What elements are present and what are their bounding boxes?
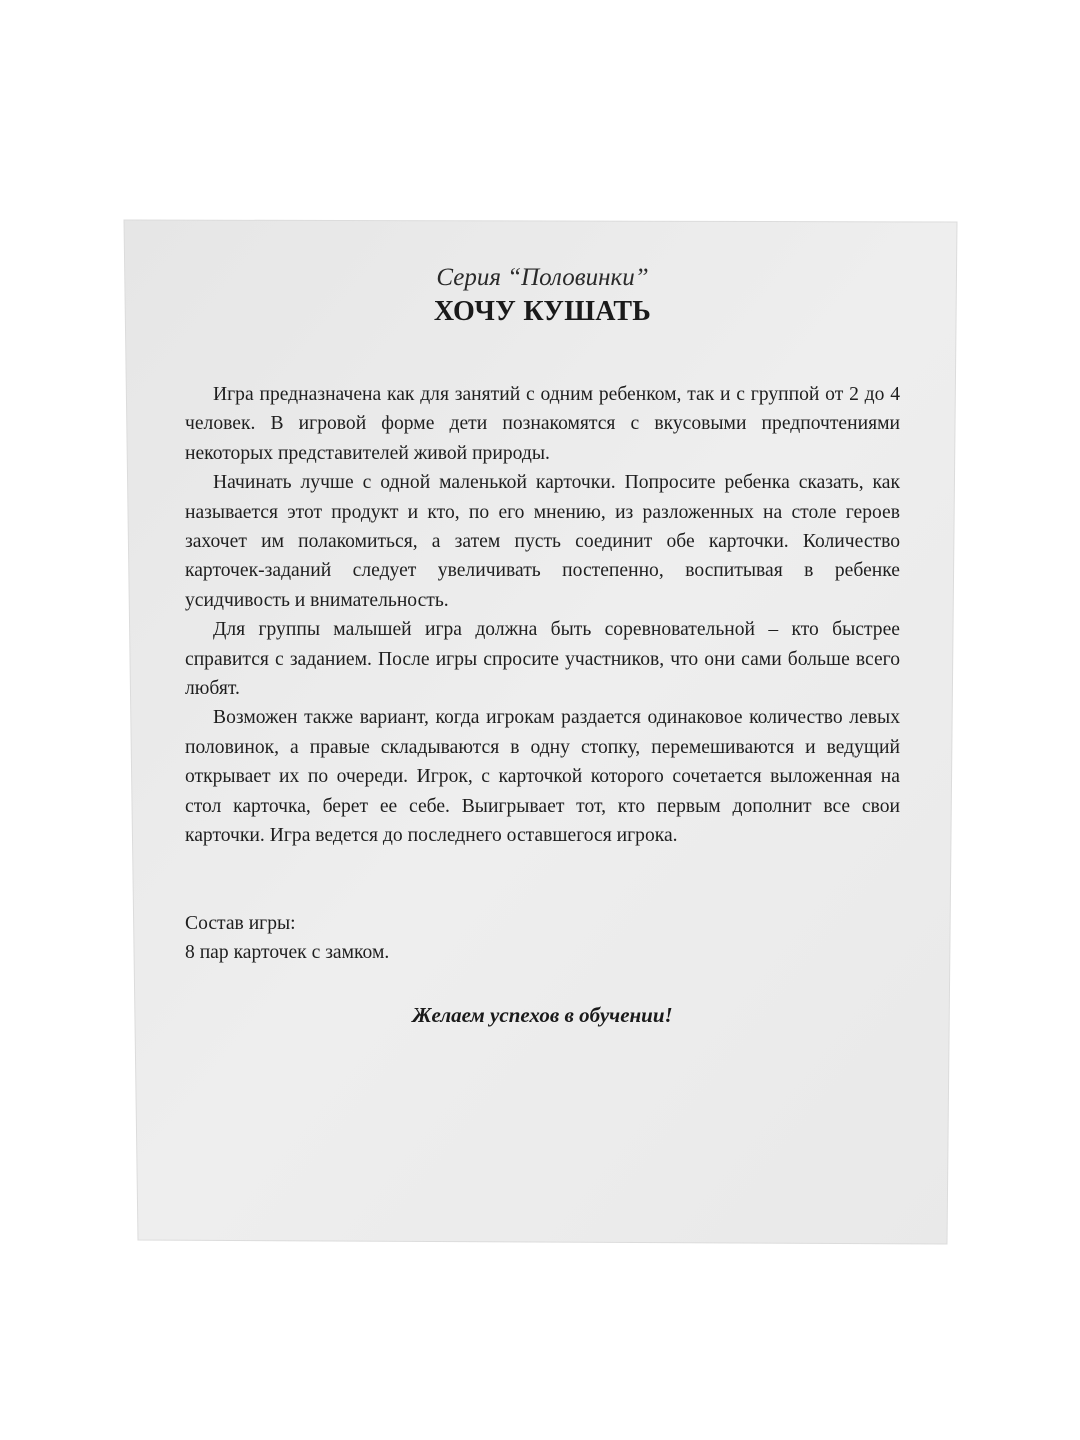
instruction-paragraph: Возможен также вариант, когда игрокам раздается одинаковое количество левых половинок, а правые складываются в одну стопку, перемешиваются и ведущий открывает их по очереди. Игрок, с карточкой которого сочетается выложенная на стол карточка, берет ее себе. Выигрывает тот, кто первым дополнит все свои карточки. Игра ведется до последнего оставшегося игрока.	[185, 707, 900, 847]
series-name: Серия “Половинки”	[436, 264, 649, 291]
game-composition	[185, 909, 900, 968]
sheet-content	[185, 262, 900, 1051]
instruction-paragraph: Игра предназначена как для занятий с одним ребенком, так и с группой от 2 до 4 человек. В игровой форме дети познакомятся с вкусовыми предпочтениями некоторых представителей живой природы.	[185, 384, 900, 464]
closing-wish: Желаем успехов в обучении!	[412, 1003, 673, 1028]
composition-item: 8 пар карточек с замком.	[185, 941, 390, 963]
instruction-paragraph: Начинать лучше с одной маленькой карточки. Попросите ребенка сказать, как называется этот продукт и кто, по его мнению, из разложенных на столе героев захочет им полакомиться, а затем пусть соединит обе карточки. Количество карточек-заданий следует увеличивать постепенно, воспитывая в ребенке усидчивость и внимательность.	[185, 472, 900, 611]
composition-heading: Состав игры:	[185, 912, 296, 934]
instruction-paragraph: Для группы малышей игра должна быть соревновательной – кто быстрее справится с заданием. После игры спросите участников, что они сами больше всего любят.	[185, 619, 900, 700]
instructions-body	[185, 380, 900, 851]
game-title: ХОЧУ КУШАТЬ	[433, 296, 652, 327]
